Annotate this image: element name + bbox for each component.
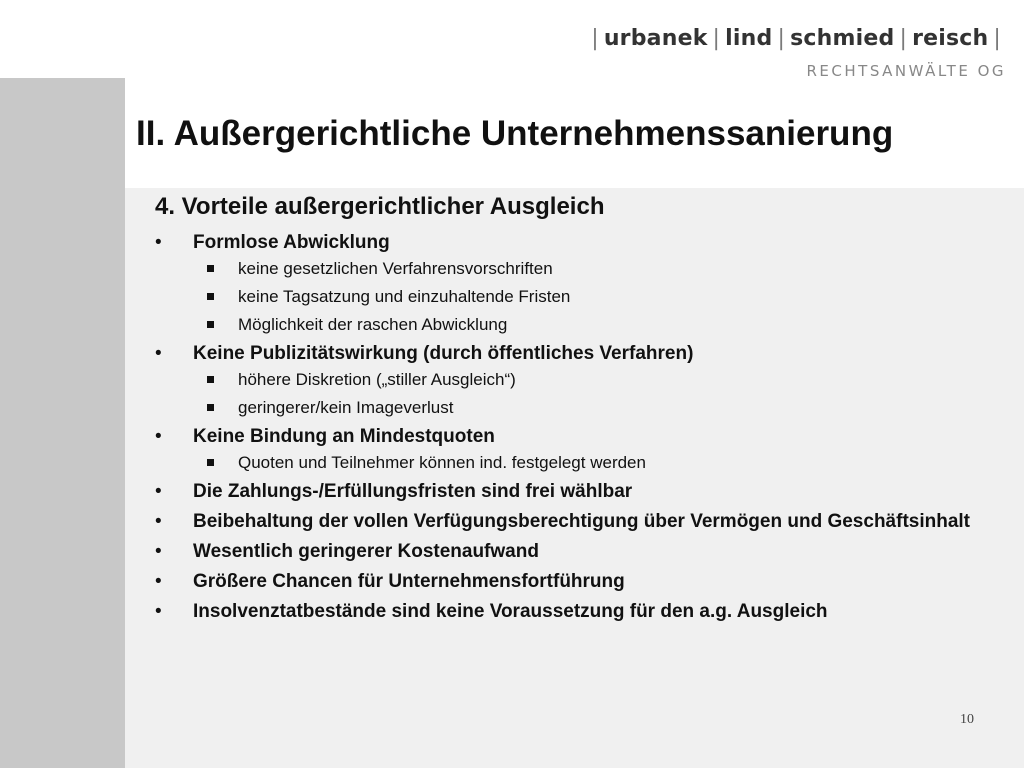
sub-bullet-text: keine gesetzlichen Verfahrensvorschriften (238, 259, 553, 278)
sub-bullet-text: keine Tagsatzung und einzuhaltende Fristen (238, 287, 571, 306)
square-bullet-icon (207, 321, 214, 328)
sub-bullet-list (193, 369, 995, 419)
left-decorative-bar (0, 78, 125, 768)
sub-bullet-list (193, 258, 995, 336)
bullet-icon: • (155, 343, 162, 364)
sub-bullet (193, 314, 995, 336)
bullet-point-text: Keine Bindung an Mindestquoten (193, 426, 495, 447)
square-bullet-icon (207, 404, 214, 411)
bullet-list (155, 231, 995, 630)
bullet-point-text: Beibehaltung der vollen Verfügungsberechtigung über Vermögen und Geschäftsinhalt (193, 511, 970, 532)
slide-title: II. Außergerichtliche Unternehmenssanierung (136, 114, 894, 153)
bullet-point (155, 510, 995, 534)
bullet-point-text: Formlose Abwicklung (193, 232, 390, 253)
square-bullet-icon (207, 265, 214, 272)
sub-bullet-text: Quoten und Teilnehmer können ind. festgelegt werden (238, 453, 646, 472)
slide-subtitle: 4. Vorteile außergerichtlicher Ausgleich (155, 193, 605, 220)
logo-part: urbanek (603, 26, 708, 51)
bullet-icon: • (155, 571, 162, 592)
bullet-point-text: Größere Chancen für Unternehmensfortführung (193, 571, 625, 592)
bullet-point-text: Die Zahlungs-/Erfüllungsfristen sind frei wählbar (193, 481, 633, 502)
sub-bullet-text: geringerer/kein Imageverlust (238, 398, 454, 417)
bullet-icon: • (155, 511, 162, 532)
firm-logo: | urbanek | lind | schmied | reisch | (591, 26, 1001, 51)
square-bullet-icon (207, 376, 214, 383)
logo-part: reisch (912, 26, 989, 51)
bullet-point-text: Insolvenztatbestände sind keine Voraussetzung für den a.g. Ausgleich (193, 601, 828, 622)
bullet-point-text: Wesentlich geringerer Kostenaufwand (193, 541, 539, 562)
sub-bullet-text: Möglichkeit der raschen Abwicklung (238, 315, 508, 334)
bullet-icon: • (155, 541, 162, 562)
bullet-icon: • (155, 232, 162, 253)
sub-bullet-text: höhere Diskretion („stiller Ausgleich“) (238, 370, 516, 389)
bullet-point (155, 570, 995, 594)
sub-bullet (193, 452, 995, 474)
logo-part: lind (725, 26, 773, 51)
bullet-point (155, 342, 995, 419)
logo-part: schmied (790, 26, 895, 51)
page-number: 10 (960, 712, 974, 727)
sub-bullet (193, 286, 995, 308)
bullet-point (155, 425, 995, 474)
bullet-icon: • (155, 601, 162, 622)
bullet-point-text: Keine Publizitätswirkung (durch öffentliches Verfahren) (193, 343, 694, 364)
sub-bullet (193, 369, 995, 391)
sub-bullet-list (193, 452, 995, 474)
square-bullet-icon (207, 459, 214, 466)
bullet-icon: • (155, 426, 162, 447)
sub-bullet (193, 258, 995, 280)
bullet-point (155, 480, 995, 504)
sub-bullet (193, 397, 995, 419)
bullet-point (155, 231, 995, 336)
square-bullet-icon (207, 293, 214, 300)
firm-subtitle: RECHTSANWÄLTE OG (806, 62, 1006, 80)
bullet-point (155, 540, 995, 564)
bullet-point (155, 600, 995, 624)
bullet-icon: • (155, 481, 162, 502)
